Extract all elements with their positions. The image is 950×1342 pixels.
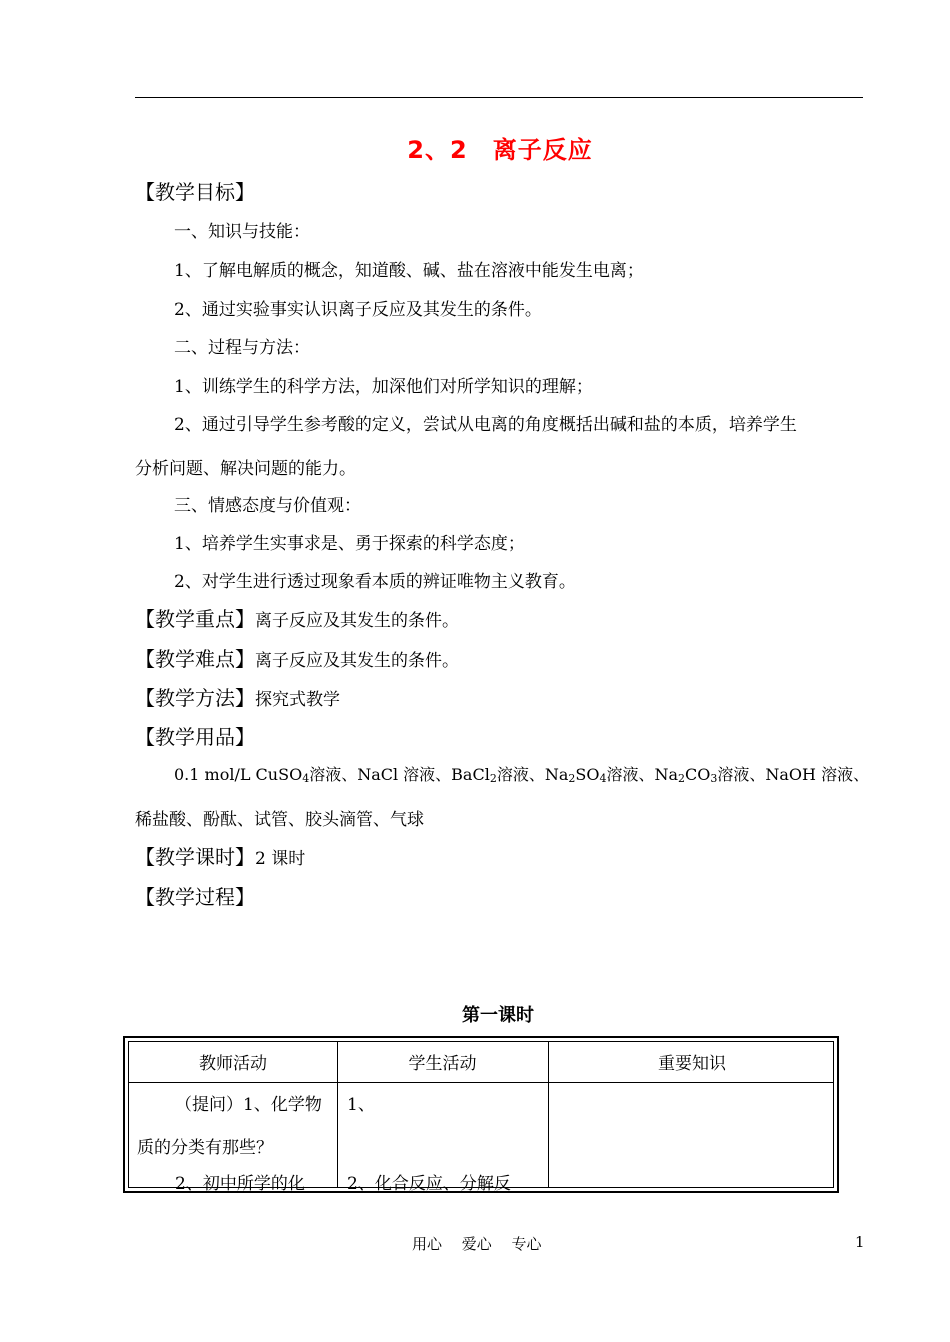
process-heading: 二、过程与方法：	[174, 338, 310, 358]
teacher-question-2: 2、初中所学的化	[175, 1174, 305, 1194]
key-point-tag: 【教学重点】	[135, 607, 255, 631]
supplies-heading: 【教学用品】	[135, 725, 255, 749]
process-section-heading: 【教学过程】	[135, 885, 255, 909]
supplies-line-2: 稀盐酸、酚酞、试管、胶头滴管、气球	[135, 810, 424, 830]
emotion-item-1: 1、培养学生实事求是、勇于探索的科学态度；	[174, 534, 525, 554]
lesson-table	[123, 1036, 839, 1193]
periods-tag: 【教学课时】	[135, 845, 255, 869]
process-item-2a: 2、通过引导学生参考酸的定义，尝试从电离的角度概括出碱和盐的本质，培养学生	[174, 415, 797, 435]
lesson-table-grid	[128, 1041, 834, 1194]
supply-text: 溶液、NaOH 溶液、	[717, 765, 870, 784]
header-rule	[135, 97, 863, 98]
supply-text: 溶液、NaCl 溶液、BaCl	[309, 765, 490, 784]
knowledge-item-1: 1、了解电解质的概念，知道酸、碱、盐在溶液中能发生电离；	[174, 261, 644, 281]
objectives-heading: 【教学目标】	[135, 180, 255, 204]
student-answer-1: 1、	[347, 1095, 375, 1115]
page-number: 1	[855, 1233, 865, 1251]
difficulty-value: 离子反应及其发生的条件。	[255, 651, 459, 671]
teacher-question-1b: 质的分类有那些？	[137, 1138, 273, 1158]
supply-text: 0.1 mol/L CuSO	[174, 765, 303, 784]
emotion-item-2: 2、对学生进行透过现象看本质的辨证唯物主义教育。	[174, 572, 576, 592]
supply-text: 溶液、Na	[606, 765, 679, 784]
header-key-knowledge: 重要知识	[658, 1054, 726, 1074]
difficulty-row	[135, 643, 459, 672]
emotion-heading: 三、情感态度与价值观：	[174, 496, 361, 516]
supply-sub: 4	[302, 772, 310, 785]
supply-sub: 3	[710, 772, 718, 785]
supply-text: 溶液、Na	[496, 765, 569, 784]
method-value: 探究式教学	[255, 690, 340, 710]
header-student-activity: 学生活动	[408, 1054, 477, 1074]
method-tag: 【教学方法】	[135, 686, 255, 710]
difficulty-tag: 【教学难点】	[135, 647, 255, 671]
supply-sub: 2	[678, 772, 686, 785]
header-divider	[129, 1082, 833, 1083]
knowledge-heading: 一、知识与技能：	[174, 222, 310, 242]
key-point-value: 离子反应及其发生的条件。	[255, 611, 459, 631]
process-item-2b: 分析问题、解决问题的能力。	[135, 459, 356, 479]
supply-sub: 4	[599, 772, 607, 785]
supply-sub: 2	[568, 772, 576, 785]
periods-value: 2 课时	[255, 849, 306, 869]
supplies-line-1	[174, 762, 869, 785]
supply-text: CO	[685, 765, 711, 784]
knowledge-item-2: 2、通过实验事实认识离子反应及其发生的条件。	[174, 300, 542, 320]
key-point-row	[135, 603, 459, 632]
supply-text: SO	[575, 765, 600, 784]
periods-row	[135, 841, 305, 870]
page-title: 2、2 离子反应	[407, 136, 593, 164]
supply-sub: 2	[489, 772, 497, 785]
student-answer-2: 2、化合反应、分解反	[347, 1174, 511, 1194]
method-row	[135, 682, 340, 711]
lesson-title: 第一课时	[462, 1005, 534, 1026]
header-teacher-activity: 教师活动	[199, 1054, 267, 1074]
process-item-1: 1、训练学生的科学方法，加深他们对所学知识的理解；	[174, 377, 593, 397]
teacher-question-1a: （提问）1、化学物	[175, 1095, 322, 1115]
footer-motto: 用心 爱心 专心	[412, 1235, 542, 1253]
